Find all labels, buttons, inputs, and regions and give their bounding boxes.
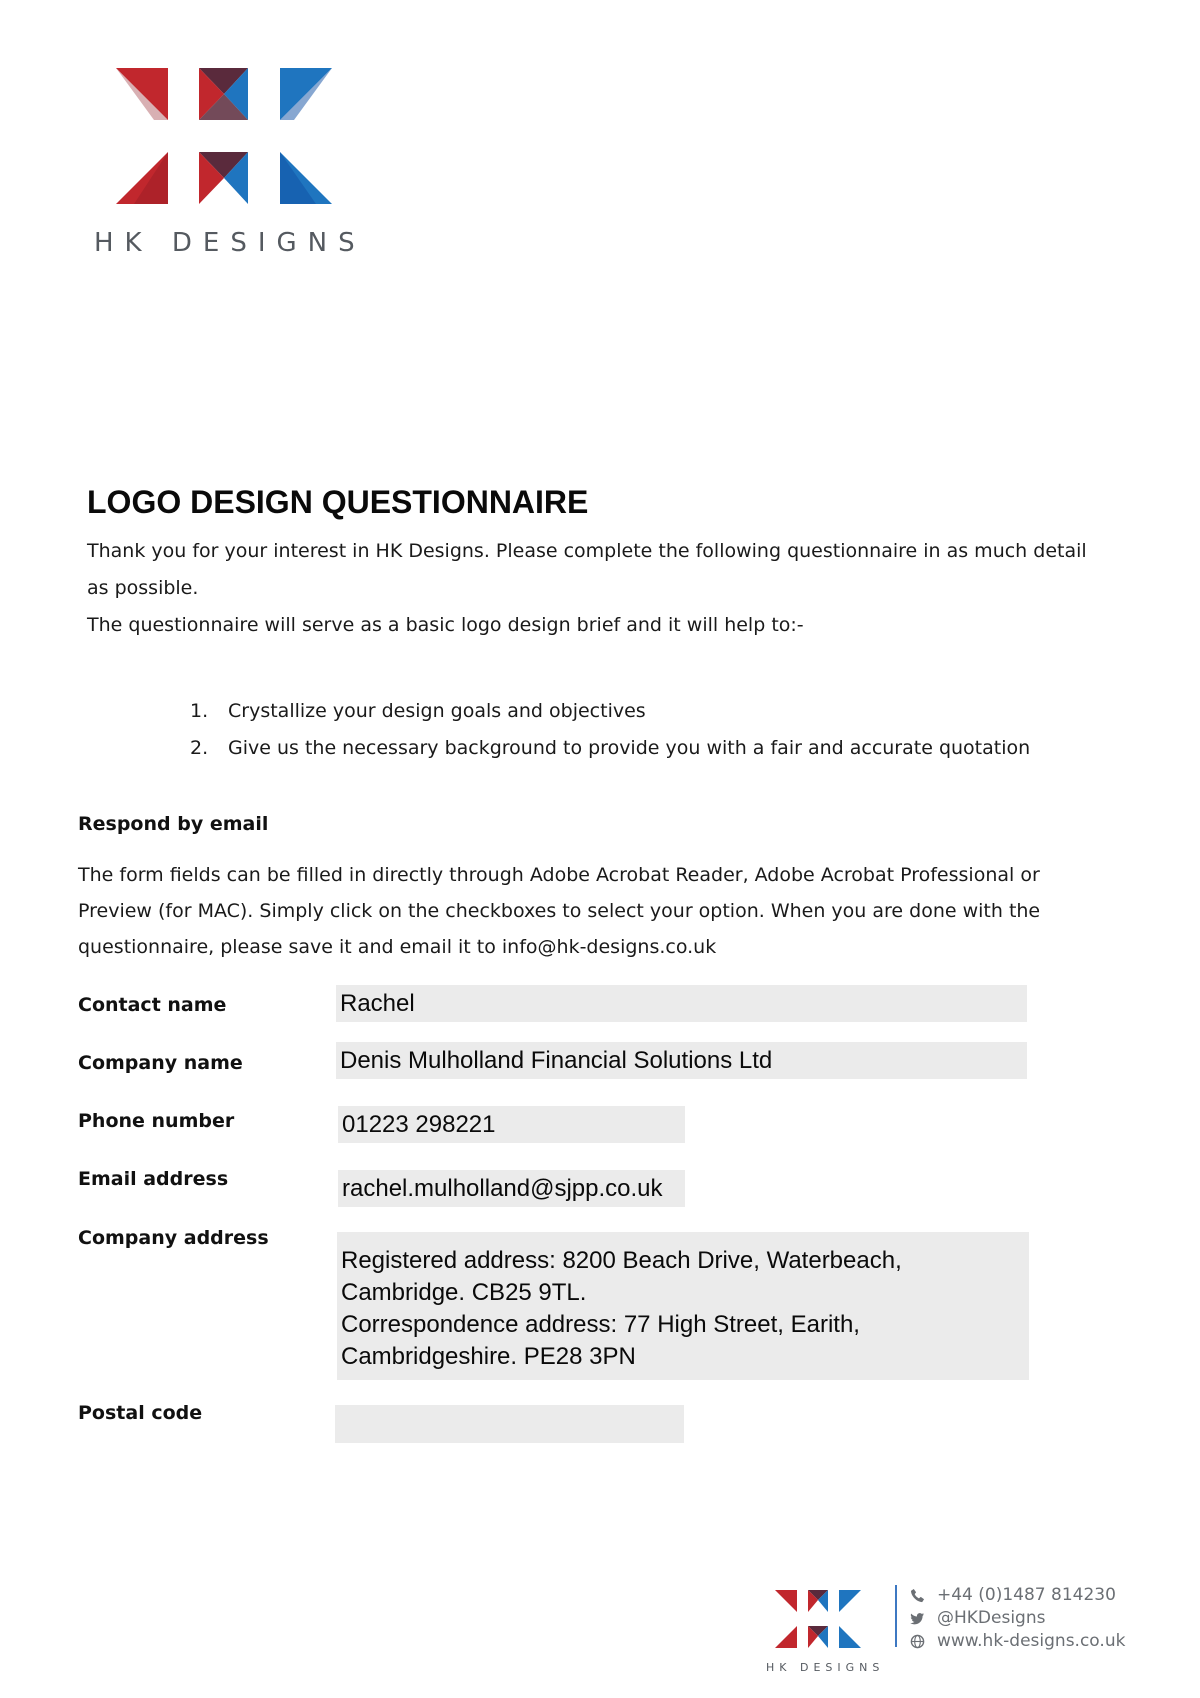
intro-line: as possible. <box>87 577 199 599</box>
page-title: LOGO DESIGN QUESTIONNAIRE <box>87 484 589 520</box>
footer-twitter[interactable] <box>910 1607 1125 1630</box>
footer-logo <box>775 1590 871 1658</box>
respond-line: Preview (for MAC). Simply click on the checkboxes to select your option. When you are done with the <box>78 900 1041 922</box>
list-text: Give us the necessary background to provide you with a fair and accurate quotation <box>228 737 1031 759</box>
respond-instructions <box>78 857 1078 965</box>
phone-icon <box>910 1588 925 1603</box>
phone-number-field[interactable]: 01223 298221 <box>338 1106 685 1143</box>
postal-code-label: Postal code <box>78 1402 203 1424</box>
footer-phone <box>910 1584 1125 1607</box>
intro-line: Thank you for your interest in HK Designs. Please complete the following questionnaire in as much detail <box>87 540 1087 562</box>
company-name-label: Company name <box>78 1052 243 1074</box>
respond-line: The form fields can be filled in directly through Adobe Acrobat Reader, Adobe Acrobat Professional or <box>78 864 1040 886</box>
footer-wordmark: HK DESIGNS <box>766 1661 885 1674</box>
footer-divider <box>895 1585 897 1647</box>
list-item <box>190 730 1030 767</box>
list-number: 1. <box>190 700 209 722</box>
list-number: 2. <box>190 737 209 759</box>
email-address-label: Email address <box>78 1168 229 1190</box>
footer-website-text: www.hk-designs.co.uk <box>937 1631 1126 1651</box>
footer-contacts <box>910 1584 1125 1653</box>
logo-wordmark: HK DESIGNS <box>94 228 366 258</box>
phone-number-label: Phone number <box>78 1110 235 1132</box>
footer-website[interactable] <box>910 1630 1125 1653</box>
company-address-field[interactable]: Registered address: 8200 Beach Drive, Waterbeach, Cambridge. CB25 9TL. Correspondence address: 77 High Street, Earith, Cambridgeshire. PE28 3PN <box>337 1232 1029 1380</box>
footer-phone-text: +44 (0)1487 814230 <box>937 1585 1116 1605</box>
twitter-icon <box>910 1611 925 1626</box>
goals-list <box>190 693 1030 767</box>
contact-name-field[interactable]: Rachel <box>336 985 1027 1022</box>
respond-line: questionnaire, please save it and email it to info@hk-designs.co.uk <box>78 936 717 958</box>
email-address-field[interactable]: rachel.mulholland@sjpp.co.uk <box>338 1170 685 1207</box>
contact-name-label: Contact name <box>78 994 227 1016</box>
list-item <box>190 693 1030 730</box>
list-text: Crystallize your design goals and objectives <box>228 700 646 722</box>
respond-heading: Respond by email <box>78 813 269 835</box>
globe-icon <box>910 1634 925 1649</box>
company-address-label: Company address <box>78 1227 269 1249</box>
intro-text <box>87 533 1087 644</box>
footer-twitter-text: @HKDesigns <box>937 1608 1046 1628</box>
logo-mark <box>116 68 332 204</box>
company-name-field[interactable]: Denis Mulholland Financial Solutions Ltd <box>336 1042 1027 1079</box>
intro-line: The questionnaire will serve as a basic logo design brief and it will help to:- <box>87 614 804 636</box>
postal-code-field[interactable] <box>335 1405 684 1443</box>
